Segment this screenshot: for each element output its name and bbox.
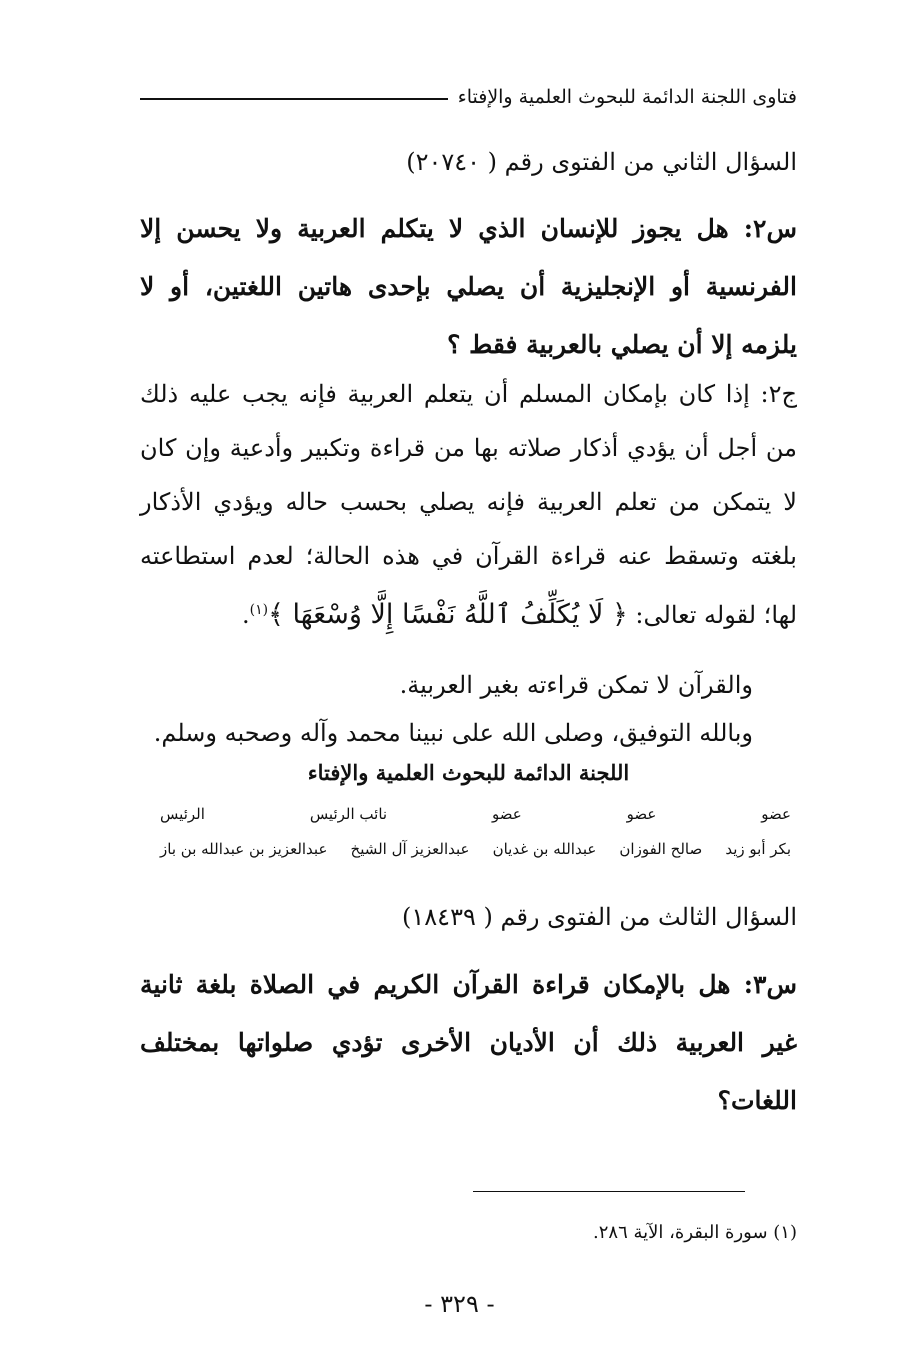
quran-ayah: ﴿ لَا يُكَلِّفُ ٱللَّهُ نَفْسًا إِلَّا وُسْعَهَا ﴾	[268, 599, 628, 630]
member-role: عضو	[626, 805, 657, 823]
member-role: عضو	[492, 805, 522, 823]
closing-line: وبالله التوفيق، وصلى الله على نبينا محمد وآله وصحبه وسلم.	[153, 719, 753, 747]
signature-roles	[160, 805, 791, 823]
member-name: عبدالعزيز بن عبدالله بن باز	[160, 840, 328, 858]
committee-title: اللجنة الدائمة للبحوث العلمية والإفتاء	[307, 760, 630, 785]
answer-2-line-quran: والقرآن لا تمكن قراءته بغير العربية.	[399, 671, 753, 699]
answer-2-body	[140, 367, 797, 642]
signature-names	[160, 840, 791, 858]
member-role: الرئيس	[160, 805, 205, 823]
member-name: عبدالعزيز آل الشيخ	[350, 840, 470, 858]
member-role: عضو	[761, 805, 791, 823]
footnote-ref: (١)	[249, 602, 269, 618]
answer-2-end: .	[242, 601, 250, 629]
answer-2-text: ج٢: إذا كان بإمكان المسلم أن يتعلم العربية فإنه يجب عليه ذلك من أجل أن يؤدي أذكار صلاته بها من قراءة وتكبير وأدعية وإن كان لا يتمكن من تعلم العربية فإنه يصلي بحسب حاله ويؤدي الأذكار بلغته وتسقط عنه قراءة القرآن في هذه الحالة؛ لعدم استطاعته لها؛ لقوله تعالى:	[140, 380, 797, 629]
fatwa-heading-1: السؤال الثاني من الفتوى رقم ( ٢٠٧٤٠)	[406, 148, 797, 176]
running-title: فتاوى اللجنة الدائمة للبحوث العلمية والإفتاء	[457, 86, 797, 108]
member-name: بكر أبو زيد	[725, 840, 791, 858]
fatwa-heading-2: السؤال الثالث من الفتوى رقم ( ١٨٤٣٩)	[402, 903, 797, 931]
header-rule	[140, 98, 448, 100]
footnote-rule	[473, 1191, 745, 1192]
footnote: (١) سورة البقرة، الآية ٢٨٦.	[593, 1222, 797, 1243]
question-2: س٢: هل يجوز للإنسان الذي لا يتكلم العربية ولا يحسن إلا الفرنسية أو الإنجليزية أن يصلي بإحدى هاتين اللغتين، أو لا يلزمه إلا أن يصلي بالعربية فقط ؟	[140, 214, 797, 359]
running-header	[140, 86, 797, 108]
answer-2	[140, 367, 797, 642]
page-number: - ٣٢٩ -	[424, 1290, 495, 1318]
question-3: س٣: هل بالإمكان قراءة القرآن الكريم في الصلاة بلغة ثانية غير العربية ذلك أن الأديان الأخرى تؤدي صلواتها بمختلف اللغات؟	[140, 970, 797, 1115]
member-role: نائب الرئيس	[309, 805, 388, 823]
member-name: صالح الفوزان	[619, 840, 703, 858]
member-name: عبدالله بن غديان	[492, 840, 597, 858]
